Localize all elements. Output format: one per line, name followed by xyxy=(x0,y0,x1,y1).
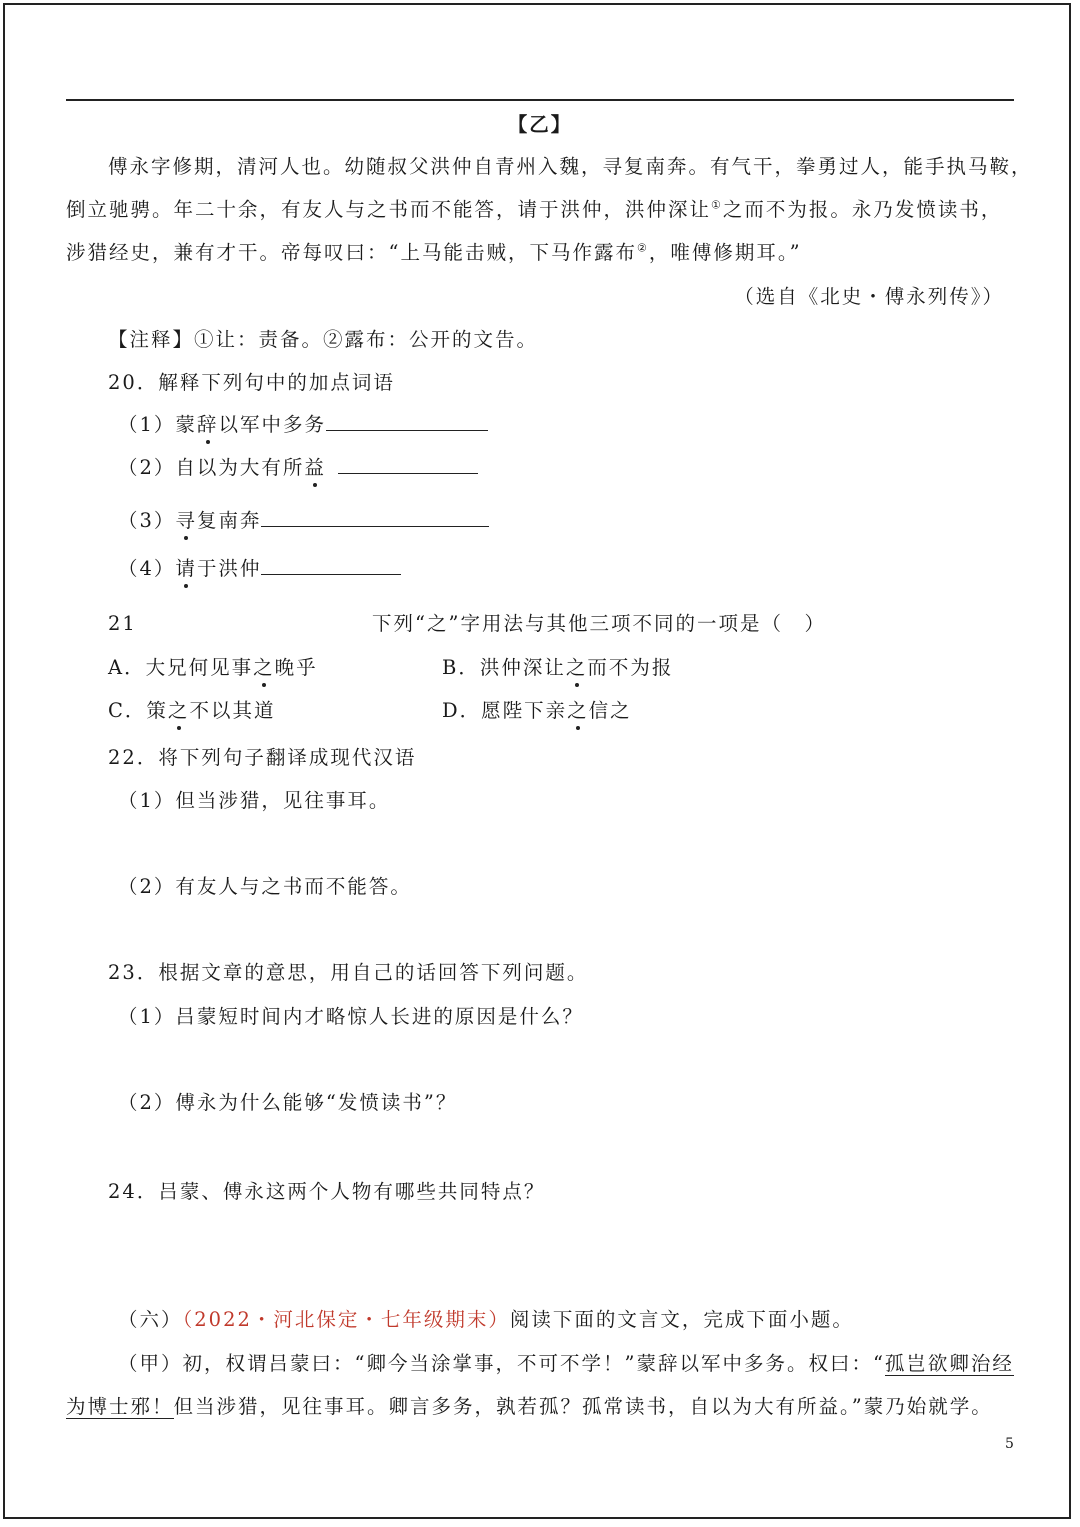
q21-stem: 下列“之”字用法与其他三项不同的一项是（ ） xyxy=(372,612,826,635)
q20-item-1: （1）蒙辞以军中多务 xyxy=(118,410,488,438)
q23-item-1: （1）吕蒙短时间内才略惊人长进的原因是什么？ xyxy=(118,1005,584,1028)
answer-blank[interactable] xyxy=(326,410,488,431)
exam-source: （2022・河北保定・七年级期末） xyxy=(182,1308,510,1331)
passage-source: （选自《北史・傅永列传》） xyxy=(734,285,1004,308)
passage-line-2: 倒立驰骋。年二十余，有友人与之书而不能答，请于洪仲，洪仲深让①之而不为报。永乃发愤读书， xyxy=(66,198,1003,221)
q22-item-2: （2）有友人与之书而不能答。 xyxy=(118,875,412,898)
answer-blank[interactable] xyxy=(338,453,478,474)
answer-blank[interactable] xyxy=(261,506,489,527)
passage-notes: 【注释】①让：责备。②露布：公开的文告。 xyxy=(108,328,539,351)
q21-option-a[interactable]: A．大兄何见事之晚乎 xyxy=(108,656,318,679)
underlined-sentence: 为博士邪！ xyxy=(66,1395,174,1418)
underlined-sentence: 孤岂欲卿治经 xyxy=(884,1352,1014,1375)
passage-line-3: 涉猎经史，兼有才干。帝每叹曰：“上马能击贼，下马作露布②，唯傅修期耳。” xyxy=(66,241,802,264)
answer-blank[interactable] xyxy=(261,554,401,575)
passage-title: 【乙】 xyxy=(507,113,573,136)
q21-number: 21 xyxy=(108,612,137,635)
q21-option-b[interactable]: B．洪仲深让之而不为报 xyxy=(442,656,674,679)
passage-line-1: 傅永字修期，清河人也。幼随叔父洪仲自青州入魏，寻复南奔。有气干，拳勇过人，能手执马鞍， xyxy=(108,155,1033,178)
page-number: 5 xyxy=(1005,1436,1014,1452)
header-rule xyxy=(66,99,1014,101)
section-6-heading: （六）（2022・河北保定・七年级期末）阅读下面的文言文，完成下面小题。 xyxy=(118,1308,854,1331)
q23-stem: 23．根据文章的意思，用自己的话回答下列问题。 xyxy=(108,961,589,984)
q21-option-c[interactable]: C．策之不以其道 xyxy=(108,699,276,722)
section-6-line-2: 为博士邪！但当涉猎，见往事耳。卿言多务，孰若孤？孤常读书，自以为大有所益。”蒙乃始就学。 xyxy=(66,1395,993,1418)
q20-item-3: （3）寻复南奔 xyxy=(118,506,489,534)
footnote-1-marker: ① xyxy=(711,198,723,212)
q20-item-2: （2）自以为大有所益 xyxy=(118,453,478,481)
section-6-line-1: （甲）初，权谓吕蒙曰：“卿今当涂掌事，不可不学！”蒙辞以军中多务。权曰：“孤岂欲卿治经 xyxy=(118,1352,1014,1375)
q22-stem: 22．将下列句子翻译成现代汉语 xyxy=(108,746,417,769)
q20-stem: 20．解释下列句中的加点词语 xyxy=(108,371,395,394)
q23-item-2: （2）傅永为什么能够“发愤读书”？ xyxy=(118,1091,458,1114)
q24-stem: 24．吕蒙、傅永这两个人物有哪些共同特点？ xyxy=(108,1180,546,1203)
footnote-2-marker: ② xyxy=(636,241,649,255)
q20-item-4: （4）请于洪仲 xyxy=(118,554,401,582)
q21-option-d[interactable]: D．愿陛下亲之信之 xyxy=(442,699,632,722)
q22-item-1: （1）但当涉猎，见往事耳。 xyxy=(118,789,391,812)
